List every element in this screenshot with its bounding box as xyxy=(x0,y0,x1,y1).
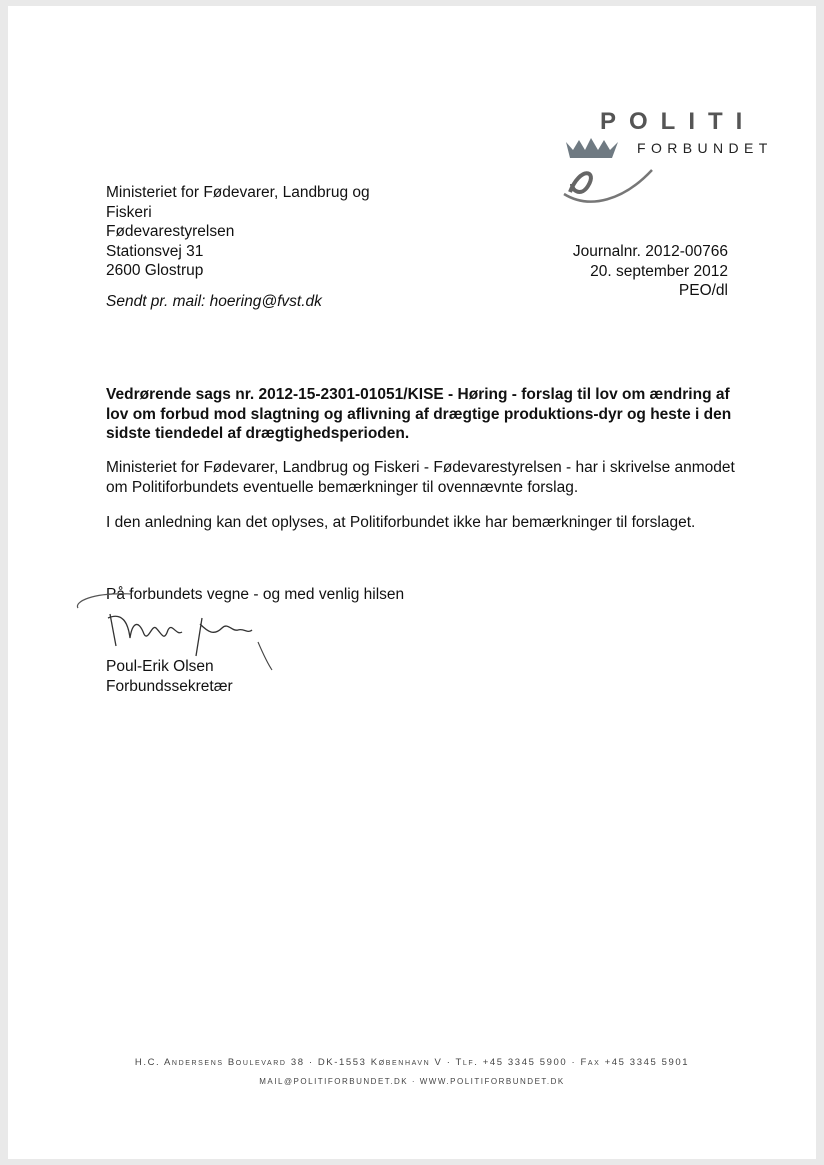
subject-heading: Vedrørende sags nr. 2012-15-2301-01051/KISE - Høring - forslag til lov om ændring af lov om forbud mod slagtning og aflivning af drægtige produktions-dyr og heste i den sidste tiendedel af drægtighedsperioden. xyxy=(106,386,732,442)
address-line: Stationsvej 31 xyxy=(106,242,204,260)
logo-subtitle: FORBUNDET xyxy=(637,140,773,156)
logo-title: POLITI xyxy=(600,108,756,135)
letter-date: 20. september 2012 xyxy=(590,262,728,280)
address-line: 2600 Glostrup xyxy=(106,262,204,279)
address-line: Ministeriet for Fødevarer, Landbrug og xyxy=(106,184,370,201)
signer-title: Forbundssekretær xyxy=(106,677,233,695)
address-line: Fiskeri xyxy=(106,203,152,221)
body-paragraph: I den anledning kan det oplyses, at Politiforbundet ikke har bemærkninger til forslaget. xyxy=(106,514,696,531)
body-paragraph: Ministeriet for Fødevarer, Landbrug og Fiskeri - Fødevarestyrelsen - har i skrivelse anmodet om Politiforbundets eventuelle bemærkninger til ovennævnte forslag. xyxy=(106,459,735,496)
sent-by-mail: Sendt pr. mail: hoering@fvst.dk xyxy=(106,293,322,310)
footer-contact: MAIL@POLITIFORBUNDET.DK · WWW.POLITIFORBUNDET.DK xyxy=(259,1077,565,1086)
address-line: Fødevarestyrelsen xyxy=(106,223,235,240)
footer-address: H.C. Andersens Boulevard 38 · DK-1553 København V · Tlf. +45 3345 5900 · Fax +45 3345 5901 xyxy=(134,1057,690,1068)
journal-number: Journalnr. 2012-00766 xyxy=(572,243,728,260)
signer-name: Poul-Erik Olsen xyxy=(106,658,214,675)
recipient-address xyxy=(106,183,370,281)
letter-page xyxy=(8,6,816,1159)
closing-greeting: På forbundets vegne - og med venlig hilsen xyxy=(106,586,405,603)
reference-block xyxy=(573,242,728,301)
initials: PEO/dl xyxy=(678,282,728,299)
signer-block xyxy=(106,657,233,696)
